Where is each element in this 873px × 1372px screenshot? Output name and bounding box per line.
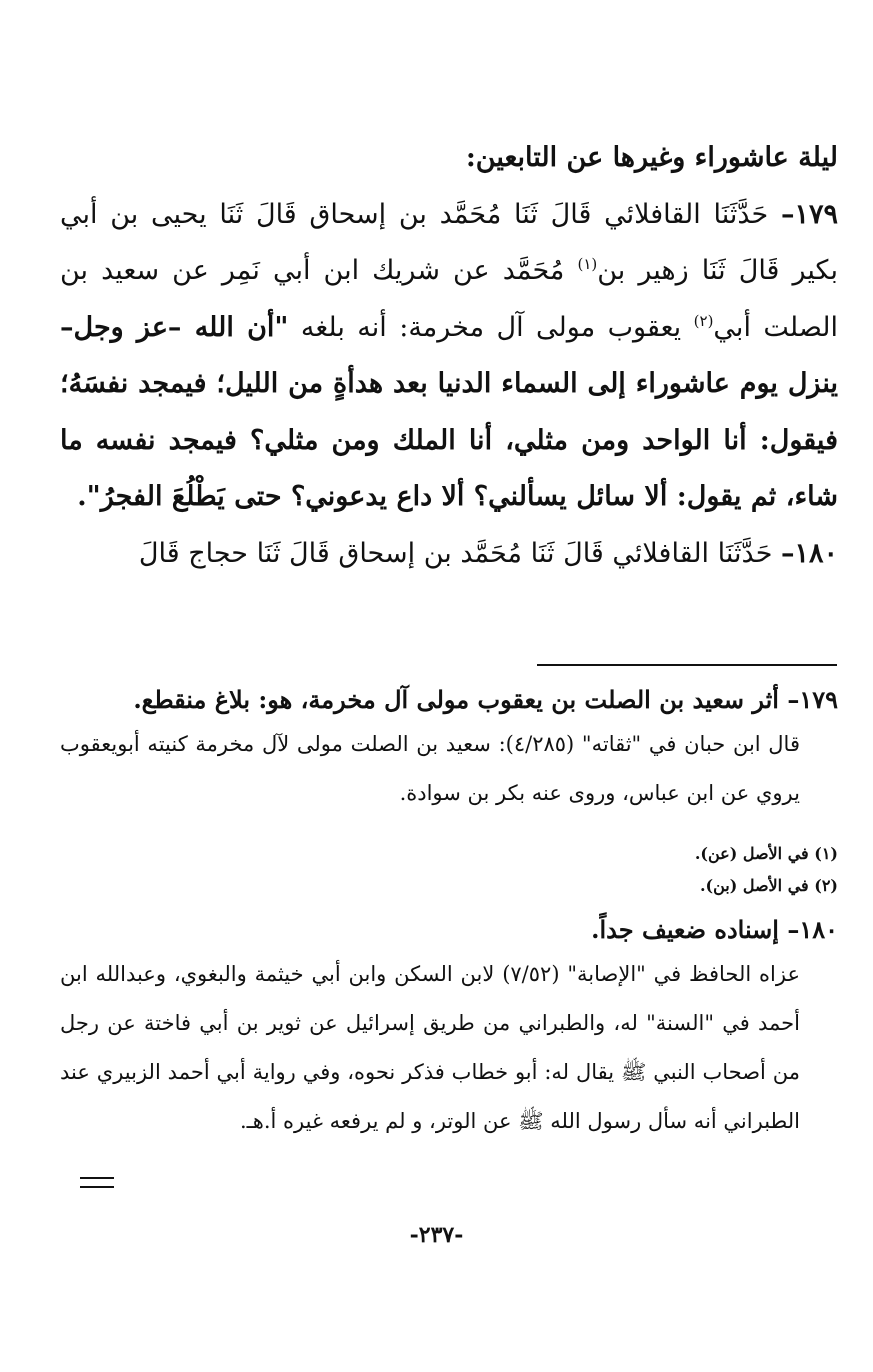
hadith-180: [60, 526, 838, 583]
footnotes: [60, 838, 838, 902]
footnote-ref-2: (٢): [693, 311, 714, 330]
hadith-text: "أن الله –عز وجل– ينزل يوم عاشوراء إلى السماء الدنيا بعد هدأةٍ من الليل؛ فيمجد نفسَهُ؛ فيقول: أنا الواحد ومن مثلي، أنا الملك ومن مثلي؟ فيمجد نفسه ما شاء، ثم يقول: ألا سائل يسألني؟ ألا داع يدعوني؟ حتى يَطْلُعَ الفجرُ".: [60, 311, 838, 512]
hadith-number: ١٧٩–: [780, 198, 838, 230]
note-heading: ١٧٩– أثر سعيد بن الصلت بن يعقوب مولى آل مخرمة، هو: بلاغ منقطع.: [133, 685, 838, 714]
section-heading: ليلة عاشوراء وغيرها عن التابعين:: [465, 142, 838, 173]
note-179: [60, 680, 838, 818]
hadith-chain: حَدَّثَنَا القافلائي قَالَ ثَنَا مُحَمَّد بن إسحاق قَالَ ثَنَا حجاج قَالَ: [138, 537, 773, 569]
end-mark: [80, 1177, 114, 1188]
hadith-chain-part-2: مُحَمَّد عن شريك ابن أبي نَمِر عن سعيد بن الصلت أبي: [60, 255, 838, 343]
hadith-number: ١٨٠–: [780, 537, 838, 569]
note-body: عزاه الحافظ في "الإصابة" (٧/٥٢) لابن السكن وابن أبي خيثمة والبغوي، وعبدالله ابن أحمد في "السنة" له، والطبراني من طريق إسرائيل عن ثوير بن أبي فاختة عن رجل من أصحاب النبي ﷺ يقال له: أبو خطاب فذكر نحوه، وفي رواية أبي أحمد الزبيري عند الطبراني أنه سأل رسول الله ﷺ عن الوتر، و لم يرفعه غيره أ.هـ.: [60, 962, 800, 1133]
note-180: [60, 910, 838, 1146]
hadith-179: [60, 187, 838, 526]
hadith-chain-part-1: حَدَّثَنَا القافلائي قَالَ ثَنَا مُحَمَّد بن إسحاق قَالَ ثَنَا يحيى بن أبي بكير قَالَ ثَنَا زهير بن: [60, 198, 838, 286]
note-heading: ١٨٠– إسناده ضعيف جداً.: [591, 915, 838, 944]
footnote-ref-1: (١): [577, 255, 598, 273]
main-text: [60, 130, 838, 582]
page-number: -٢٣٧-: [409, 1222, 464, 1248]
note-body: قال ابن حبان في "ثقاته" (٤/٢٨٥): سعيد بن الصلت مولى لآل مخرمة كنيته أبويعقوب يروي عن ابن عباس، وروى عنه بكر بن سوادة.: [60, 732, 800, 805]
footnote-1: (١) في الأصل (عن).: [694, 844, 838, 863]
footnote-2: (٢) في الأصل (بن).: [699, 876, 838, 895]
footnote-divider: [537, 664, 837, 666]
hadith-chain-part-3: يعقوب مولى آل مخرمة: أنه بلغه: [300, 311, 682, 343]
